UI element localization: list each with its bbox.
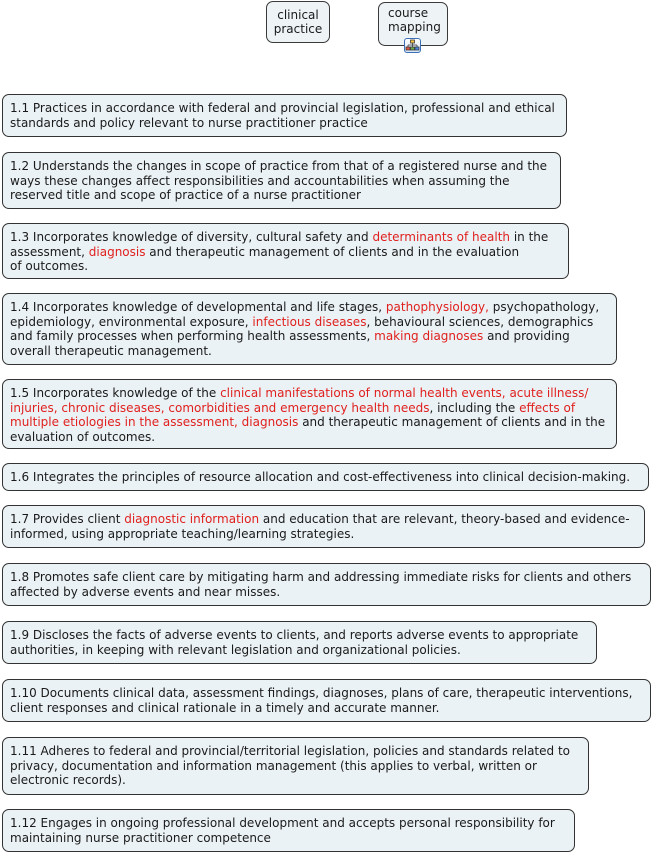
competency-text: evaluation of outcomes. xyxy=(10,429,156,444)
competency-text: 1.8 Promotes safe client care by mitigating harm and addressing immediate risks for clients and others xyxy=(10,570,632,584)
competency-text-line xyxy=(10,744,581,759)
competency-text-line xyxy=(10,159,553,174)
competency-text-line xyxy=(10,686,643,701)
concept-map-icon[interactable] xyxy=(404,38,421,53)
competency-node-1-4[interactable] xyxy=(2,293,617,365)
competency-node-1-8[interactable] xyxy=(2,563,651,606)
competency-text-line xyxy=(10,344,609,359)
highlighted-term: diagnosis xyxy=(88,244,146,259)
clinical-practice-node[interactable] xyxy=(266,1,330,43)
competency-text: 1.4 Incorporates knowledge of developmental and life stages, xyxy=(10,300,386,314)
competency-text-line xyxy=(10,245,561,260)
competency-node-1-3[interactable] xyxy=(2,223,569,279)
competency-text-line xyxy=(10,430,609,445)
highlighted-term: infectious diseases xyxy=(252,314,367,329)
course-mapping-label-line2: mapping xyxy=(388,20,441,34)
competency-text: assessment, xyxy=(10,244,89,259)
highlighted-term: making diagnoses xyxy=(374,329,484,343)
competency-text: 1.7 Provides client xyxy=(10,512,125,526)
competency-text: in the xyxy=(510,230,549,244)
highlighted-term: diagnostic information xyxy=(124,512,260,526)
competency-text: electronic records). xyxy=(10,773,126,787)
competency-text: maintaining nurse practitioner competence xyxy=(10,830,271,845)
competency-node-1-6[interactable] xyxy=(2,463,649,491)
competency-text: , including the xyxy=(429,400,520,415)
competency-text: authorities, in keeping with relevant legislation and organizational policies. xyxy=(10,642,461,657)
competency-text-line xyxy=(10,386,609,401)
competency-text: client responses and clinical rationale in a timely and accurate manner. xyxy=(10,700,440,715)
competency-text: reserved title and scope of practice of a nurse practitioner xyxy=(10,188,361,202)
competency-node-1-5[interactable] xyxy=(2,379,617,449)
competency-text: and therapeutic management of clients and in the xyxy=(298,415,606,429)
competency-text: and providing xyxy=(483,329,570,343)
competency-text-line xyxy=(10,816,567,831)
competency-text-line xyxy=(10,512,637,527)
competency-text-line xyxy=(10,188,553,203)
competency-text-line xyxy=(10,329,609,344)
competency-text: 1.12 Engages in ongoing professional development and accepts personal responsibility for xyxy=(10,816,555,830)
highlighted-term: clinical manifestations of normal health events, acute illness/ xyxy=(220,386,589,400)
competency-text-line xyxy=(10,259,561,274)
competency-text-line xyxy=(10,701,643,716)
competency-text-line xyxy=(10,831,567,846)
competency-node-1-1[interactable] xyxy=(2,94,567,137)
competency-text: standards and policy relevant to nurse practitioner practice xyxy=(10,115,368,130)
competency-text: psychopathology, xyxy=(488,300,600,314)
competency-text: of outcomes. xyxy=(10,259,89,273)
competency-text-line xyxy=(10,415,609,430)
competency-text: 1.1 Practices in accordance with federal and provincial legislation, professional and ethical xyxy=(10,101,555,115)
competency-text: 1.11 Adheres to federal and provincial/territorial legislation, policies and standards related to xyxy=(10,744,570,758)
competency-node-1-7[interactable] xyxy=(2,505,645,548)
competency-text-line xyxy=(10,401,609,416)
highlighted-term: pathophysiology, xyxy=(385,300,489,314)
competency-text: 1.9 Discloses the facts of adverse events to clients, and reports adverse events to appropriate xyxy=(10,628,579,642)
clinical-practice-label-line2: practice xyxy=(273,22,323,36)
competency-node-1-11[interactable] xyxy=(2,737,589,795)
competency-text-line xyxy=(10,300,609,315)
competency-text-line xyxy=(10,101,559,116)
highlighted-term: injuries, chronic diseases, comorbidities and emergency health needs xyxy=(10,400,430,415)
competency-text: and education that are relevant, theory-based and evidence- xyxy=(259,512,630,526)
competency-text-line xyxy=(10,174,553,189)
competency-text: and therapeutic management of clients and in the evaluation xyxy=(145,244,520,259)
competency-text: 1.6 Integrates the principles of resource allocation and cost-effectiveness into clinical decision-making. xyxy=(10,470,631,484)
highlighted-term: determinants of health xyxy=(372,230,511,244)
competency-text-line xyxy=(10,759,581,774)
competency-text-line xyxy=(10,643,589,658)
course-mapping-label-line1: course xyxy=(388,6,429,20)
highlighted-term: effects of xyxy=(519,400,576,415)
competency-text-line xyxy=(10,116,559,131)
competency-text: 1.2 Understands the changes in scope of practice from that of a registered nurse and the xyxy=(10,159,548,173)
competency-text-line xyxy=(10,527,637,542)
competency-text-line xyxy=(10,230,561,245)
competency-node-1-12[interactable] xyxy=(2,809,575,852)
competency-text: epidemiology, environmental exposure, xyxy=(10,314,253,329)
competency-text-line xyxy=(10,628,589,643)
highlighted-term: multiple etiologies in the assessment, diagnosis xyxy=(10,415,299,429)
competency-text: 1.5 Incorporates knowledge of the xyxy=(10,386,221,400)
competency-text: , behavioural sciences, demographics xyxy=(366,314,594,329)
competency-node-1-9[interactable] xyxy=(2,621,597,664)
competency-text-line xyxy=(10,315,609,330)
competency-text-line xyxy=(10,470,641,485)
competency-text-line xyxy=(10,585,643,600)
clinical-practice-label-line1: clinical xyxy=(277,8,319,22)
competency-text: informed, using appropriate teaching/learning strategies. xyxy=(10,526,355,541)
competency-node-1-2[interactable] xyxy=(2,152,561,209)
competency-text: overall therapeutic management. xyxy=(10,343,212,358)
competency-text-line xyxy=(10,570,643,585)
competency-text: 1.10 Documents clinical data, assessment findings, diagnoses, plans of care, therapeutic interventions, xyxy=(10,686,633,700)
competency-text-line xyxy=(10,773,581,788)
competency-node-1-10[interactable] xyxy=(2,679,651,722)
competency-text: affected by adverse events and near misses. xyxy=(10,584,281,599)
competency-text: privacy, documentation and information management (this applies to verbal, written or xyxy=(10,758,537,773)
competency-text: 1.3 Incorporates knowledge of diversity, cultural safety and xyxy=(10,230,373,244)
competency-text: ways these changes affect responsibilities and accountabilities when assuming the xyxy=(10,173,510,188)
competency-text: and family processes when performing health assessments, xyxy=(10,329,375,343)
